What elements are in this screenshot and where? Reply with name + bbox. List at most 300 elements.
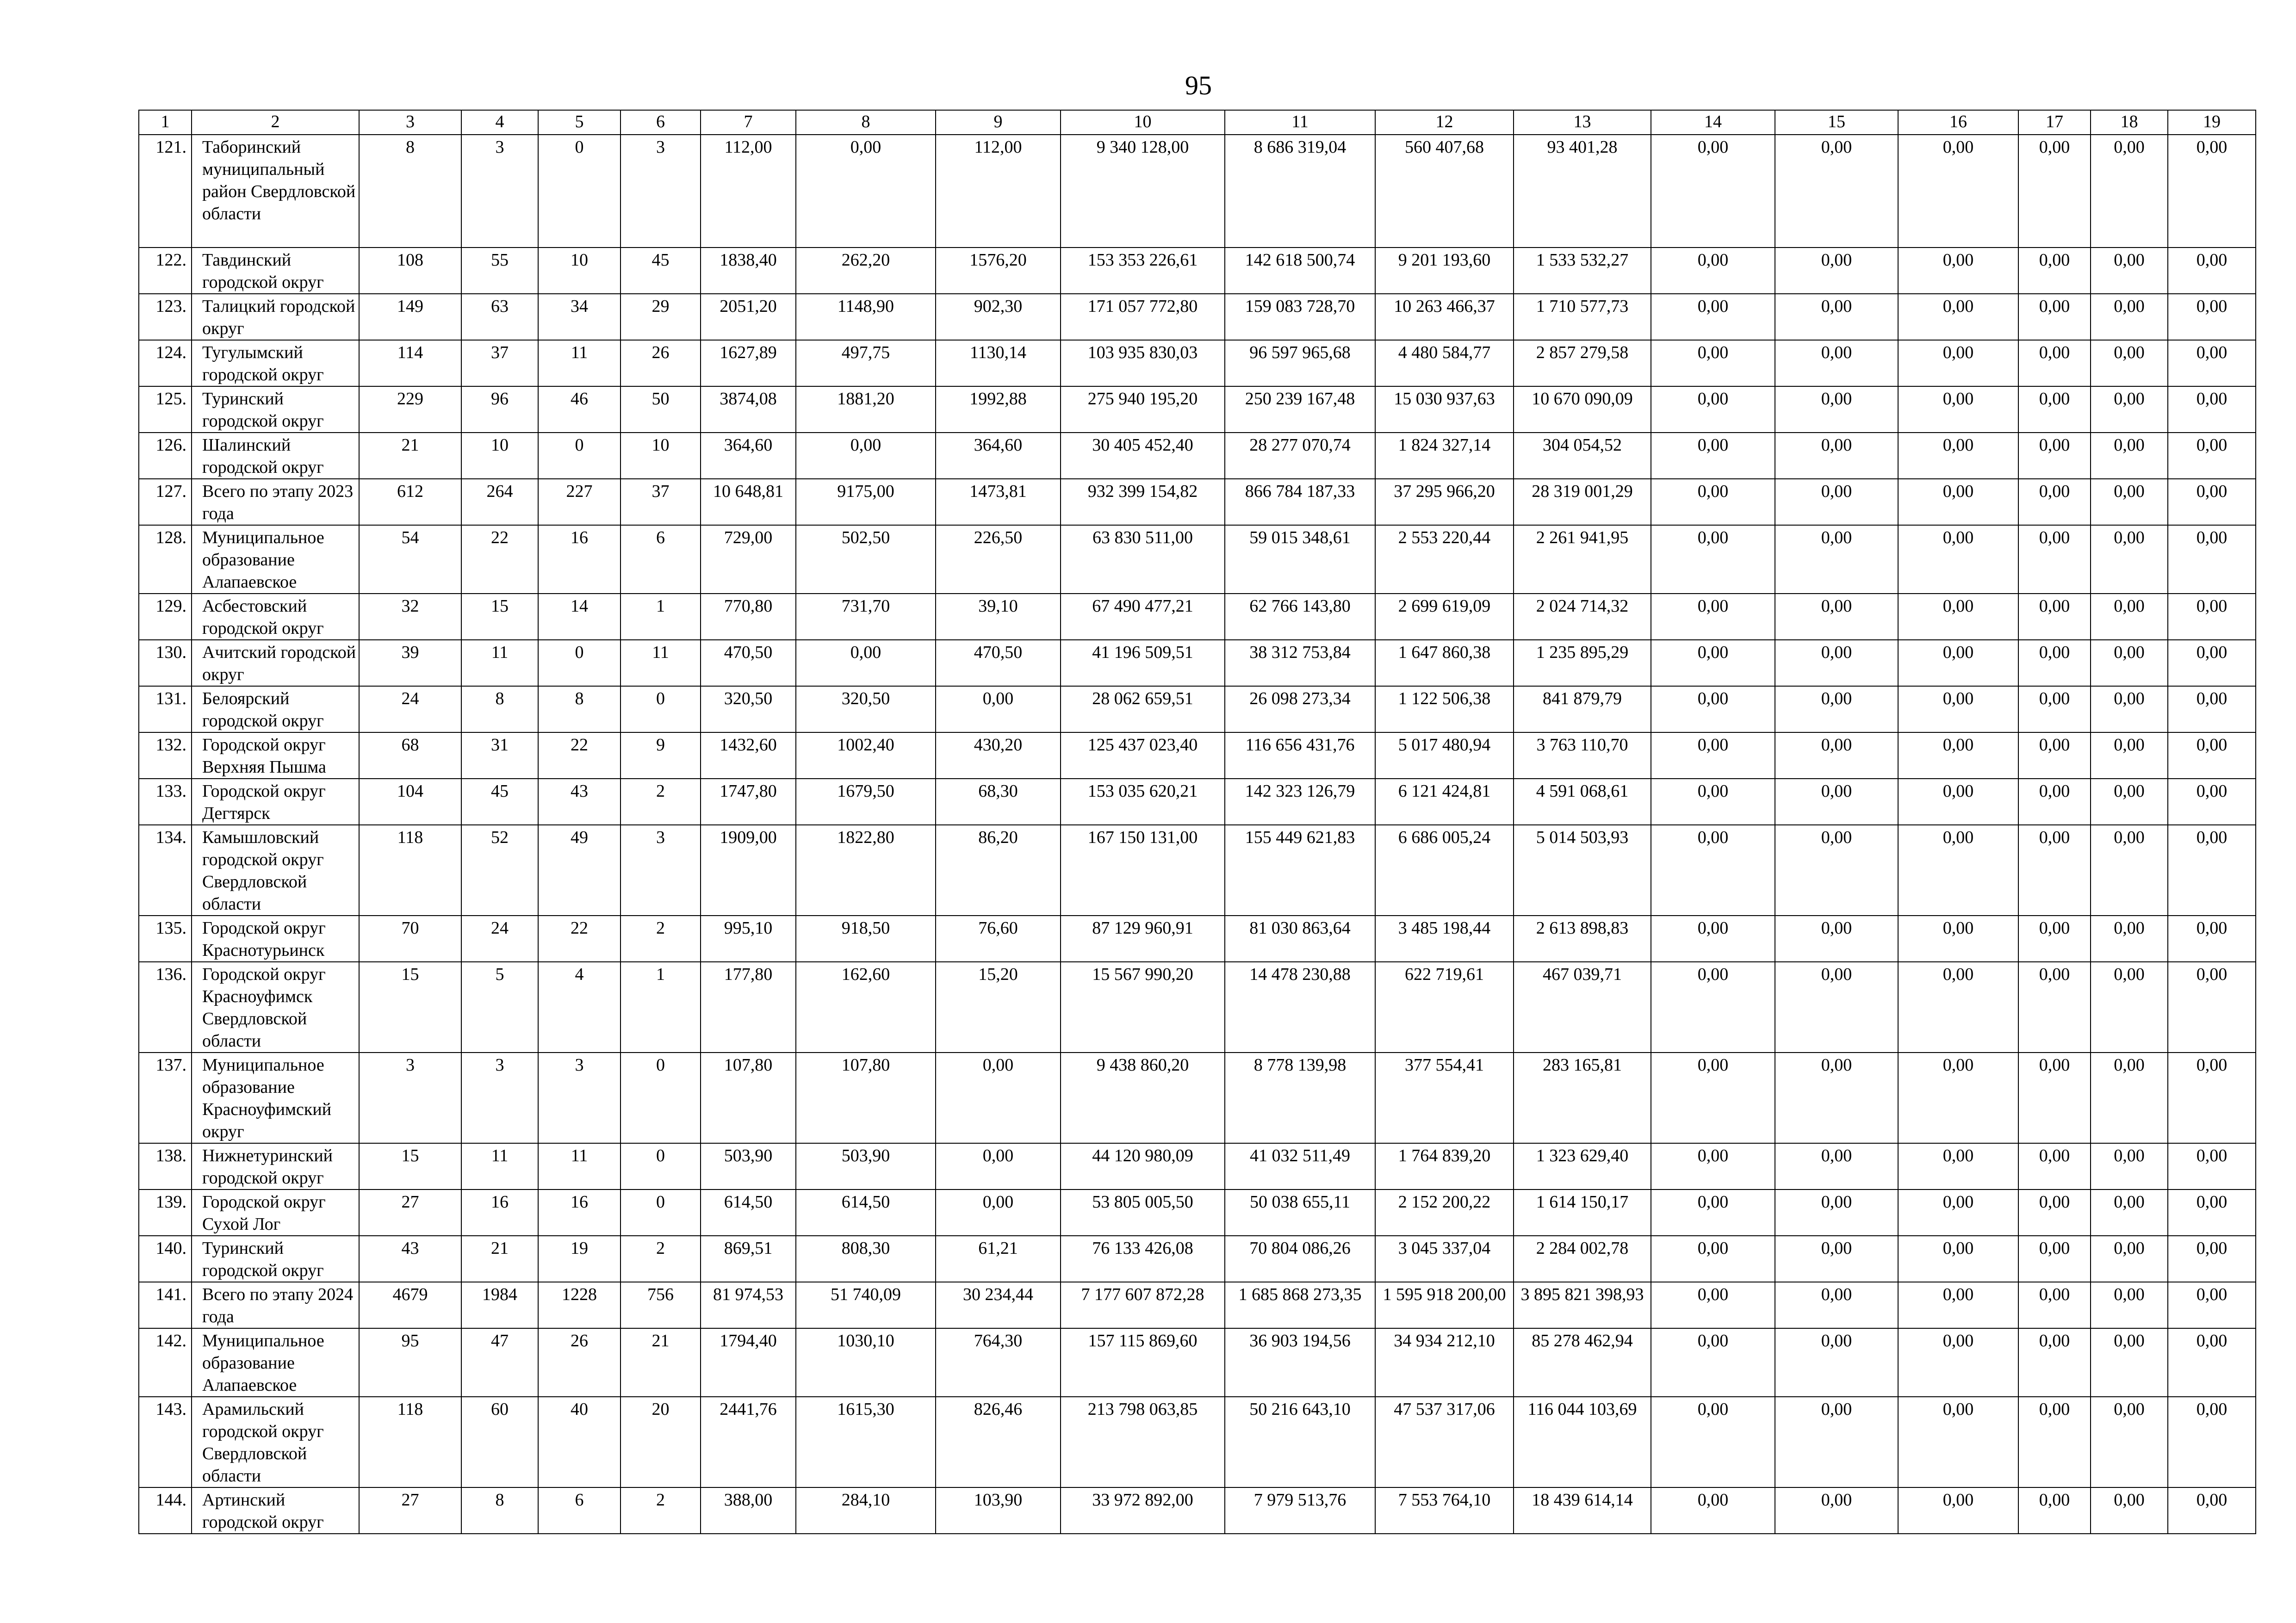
value-cell: 10 — [461, 433, 538, 479]
value-cell: 264 — [461, 479, 538, 525]
value-cell: 47 — [461, 1328, 538, 1397]
value-cell: 1881,20 — [796, 386, 936, 433]
value-cell: 157 115 869,60 — [1061, 1328, 1225, 1397]
value-cell: 250 239 167,48 — [1225, 386, 1375, 433]
row-number-cell: 130. — [139, 640, 192, 686]
value-cell: 52 — [461, 825, 538, 916]
value-cell: 0,00 — [1775, 1397, 1898, 1487]
value-cell: 0,00 — [1898, 525, 2018, 594]
value-cell: 0,00 — [1775, 732, 1898, 779]
value-cell: 0,00 — [2168, 686, 2256, 732]
value-cell: 6 — [538, 1487, 621, 1534]
value-cell: 0,00 — [1898, 1189, 2018, 1236]
row-number-cell: 132. — [139, 732, 192, 779]
value-cell: 125 437 023,40 — [1061, 732, 1225, 779]
value-cell: 0,00 — [2091, 1487, 2168, 1534]
column-header: 3 — [359, 110, 461, 135]
value-cell: 0,00 — [2168, 732, 2256, 779]
value-cell: 177,80 — [701, 962, 796, 1053]
value-cell: 470,50 — [936, 640, 1061, 686]
value-cell: 729,00 — [701, 525, 796, 594]
value-cell: 0 — [621, 1053, 701, 1143]
value-cell: 1 824 327,14 — [1375, 433, 1514, 479]
value-cell: 0,00 — [1898, 1397, 2018, 1487]
value-cell: 0,00 — [1775, 525, 1898, 594]
value-cell: 60 — [461, 1397, 538, 1487]
value-cell: 3 — [621, 825, 701, 916]
value-cell: 1909,00 — [701, 825, 796, 916]
value-cell: 37 295 966,20 — [1375, 479, 1514, 525]
value-cell: 1473,81 — [936, 479, 1061, 525]
value-cell: 26 098 273,34 — [1225, 686, 1375, 732]
value-cell: 9 340 128,00 — [1061, 135, 1225, 248]
value-cell: 67 490 477,21 — [1061, 594, 1225, 640]
municipality-name-cell: Арамильский городской округ Свердловской области — [192, 1397, 359, 1487]
value-cell: 95 — [359, 1328, 461, 1397]
value-cell: 0,00 — [1651, 732, 1775, 779]
value-cell: 0,00 — [2091, 525, 2168, 594]
value-cell: 28 062 659,51 — [1061, 686, 1225, 732]
row-number-cell: 121. — [139, 135, 192, 248]
value-cell: 0,00 — [2168, 640, 2256, 686]
value-cell: 21 — [461, 1236, 538, 1282]
value-cell: 81 030 863,64 — [1225, 916, 1375, 962]
value-cell: 0,00 — [1898, 248, 2018, 294]
value-cell: 0 — [538, 640, 621, 686]
value-cell: 0,00 — [2091, 1189, 2168, 1236]
value-cell: 430,20 — [936, 732, 1061, 779]
value-cell: 0,00 — [2018, 1328, 2091, 1397]
value-cell: 0,00 — [1898, 1236, 2018, 1282]
value-cell: 8 — [461, 1487, 538, 1534]
value-cell: 467 039,71 — [1514, 962, 1651, 1053]
value-cell: 39 — [359, 640, 461, 686]
value-cell: 1 764 839,20 — [1375, 1143, 1514, 1189]
value-cell: 32 — [359, 594, 461, 640]
value-cell: 30 405 452,40 — [1061, 433, 1225, 479]
municipality-name-cell: Белоярский городской округ — [192, 686, 359, 732]
value-cell: 0,00 — [2091, 1143, 2168, 1189]
value-cell: 0,00 — [1651, 525, 1775, 594]
value-cell: 0,00 — [2091, 433, 2168, 479]
table-row — [139, 340, 2256, 386]
value-cell: 53 805 005,50 — [1061, 1189, 1225, 1236]
value-cell: 4 480 584,77 — [1375, 340, 1514, 386]
value-cell: 142 323 126,79 — [1225, 779, 1375, 825]
value-cell: 44 120 980,09 — [1061, 1143, 1225, 1189]
value-cell: 0,00 — [1775, 1143, 1898, 1189]
value-cell: 11 — [538, 340, 621, 386]
value-cell: 0,00 — [1651, 248, 1775, 294]
value-cell: 0,00 — [1775, 386, 1898, 433]
value-cell: 0,00 — [1775, 1053, 1898, 1143]
table-row — [139, 916, 2256, 962]
value-cell: 51 740,09 — [796, 1282, 936, 1328]
value-cell: 0,00 — [936, 1143, 1061, 1189]
value-cell: 1 685 868 273,35 — [1225, 1282, 1375, 1328]
value-cell: 68 — [359, 732, 461, 779]
value-cell: 3 — [538, 1053, 621, 1143]
value-cell: 0,00 — [1651, 1282, 1775, 1328]
value-cell: 0,00 — [1898, 594, 2018, 640]
column-header: 19 — [2168, 110, 2256, 135]
value-cell: 0 — [621, 686, 701, 732]
row-number-cell: 124. — [139, 340, 192, 386]
column-header: 13 — [1514, 110, 1651, 135]
value-cell: 61,21 — [936, 1236, 1061, 1282]
value-cell: 0,00 — [2018, 479, 2091, 525]
value-cell: 0,00 — [2168, 779, 2256, 825]
column-header: 9 — [936, 110, 1061, 135]
row-number-cell: 134. — [139, 825, 192, 916]
municipality-name-cell: Камышловский городской округ Свердловской области — [192, 825, 359, 916]
value-cell: 70 804 086,26 — [1225, 1236, 1375, 1282]
row-number-cell: 143. — [139, 1397, 192, 1487]
value-cell: 47 537 317,06 — [1375, 1397, 1514, 1487]
value-cell: 11 — [461, 640, 538, 686]
value-cell: 76 133 426,08 — [1061, 1236, 1225, 1282]
value-cell: 2 152 200,22 — [1375, 1189, 1514, 1236]
value-cell: 85 278 462,94 — [1514, 1328, 1651, 1397]
value-cell: 0,00 — [1775, 1282, 1898, 1328]
value-cell: 0,00 — [2018, 340, 2091, 386]
value-cell: 284,10 — [796, 1487, 936, 1534]
value-cell: 37 — [621, 479, 701, 525]
value-cell: 0,00 — [1898, 686, 2018, 732]
value-cell: 43 — [538, 779, 621, 825]
value-cell: 34 — [538, 294, 621, 340]
value-cell: 24 — [359, 686, 461, 732]
value-cell: 377 554,41 — [1375, 1053, 1514, 1143]
value-cell: 0,00 — [2018, 686, 2091, 732]
value-cell: 112,00 — [701, 135, 796, 248]
value-cell: 320,50 — [701, 686, 796, 732]
value-cell: 0,00 — [936, 1189, 1061, 1236]
value-cell: 0,00 — [1898, 135, 2018, 248]
value-cell: 68,30 — [936, 779, 1061, 825]
value-cell: 0,00 — [1775, 479, 1898, 525]
municipality-name-cell: Городской округ Дегтярск — [192, 779, 359, 825]
value-cell: 0,00 — [2091, 135, 2168, 248]
row-number-cell: 127. — [139, 479, 192, 525]
value-cell: 3 — [461, 135, 538, 248]
page-number: 95 — [1185, 70, 1212, 100]
value-cell: 0,00 — [1775, 640, 1898, 686]
value-cell: 10 263 466,37 — [1375, 294, 1514, 340]
table-row — [139, 962, 2256, 1053]
municipality-name-cell: Городской округ Верхняя Пышма — [192, 732, 359, 779]
value-cell: 0,00 — [1775, 433, 1898, 479]
value-cell: 22 — [538, 732, 621, 779]
value-cell: 388,00 — [701, 1487, 796, 1534]
value-cell: 3 — [359, 1053, 461, 1143]
value-cell: 155 449 621,83 — [1225, 825, 1375, 916]
value-cell: 2 024 714,32 — [1514, 594, 1651, 640]
value-cell: 0,00 — [1775, 1236, 1898, 1282]
header-row — [139, 110, 2256, 135]
value-cell: 26 — [538, 1328, 621, 1397]
value-cell: 0,00 — [2018, 594, 2091, 640]
value-cell: 0,00 — [2091, 1328, 2168, 1397]
value-cell: 0,00 — [2091, 1397, 2168, 1487]
value-cell: 0,00 — [2018, 779, 2091, 825]
value-cell: 826,46 — [936, 1397, 1061, 1487]
value-cell: 5 — [461, 962, 538, 1053]
row-number-cell: 136. — [139, 962, 192, 1053]
value-cell: 9 201 193,60 — [1375, 248, 1514, 294]
value-cell: 10 648,81 — [701, 479, 796, 525]
row-number-cell: 123. — [139, 294, 192, 340]
value-cell: 0,00 — [1651, 433, 1775, 479]
value-cell: 3 763 110,70 — [1514, 732, 1651, 779]
table-row — [139, 1487, 2256, 1534]
value-cell: 15 — [461, 594, 538, 640]
table-row — [139, 732, 2256, 779]
value-cell: 103,90 — [936, 1487, 1061, 1534]
value-cell: 0,00 — [1651, 594, 1775, 640]
row-number-cell: 125. — [139, 386, 192, 433]
value-cell: 0,00 — [1898, 340, 2018, 386]
value-cell: 0,00 — [2091, 1282, 2168, 1328]
value-cell: 1228 — [538, 1282, 621, 1328]
row-number-cell: 135. — [139, 916, 192, 962]
value-cell: 502,50 — [796, 525, 936, 594]
value-cell: 0,00 — [2168, 1282, 2256, 1328]
value-cell: 46 — [538, 386, 621, 433]
value-cell: 0,00 — [2018, 732, 2091, 779]
municipality-name-cell: Нижнетуринский городской округ — [192, 1143, 359, 1189]
value-cell: 81 974,53 — [701, 1282, 796, 1328]
value-cell: 96 — [461, 386, 538, 433]
value-cell: 0,00 — [2091, 294, 2168, 340]
table-row — [139, 1328, 2256, 1397]
municipality-name-cell: Тугулымский городской округ — [192, 340, 359, 386]
value-cell: 162,60 — [796, 962, 936, 1053]
column-header: 14 — [1651, 110, 1775, 135]
value-cell: 86,20 — [936, 825, 1061, 916]
column-header: 7 — [701, 110, 796, 135]
value-cell: 0 — [538, 135, 621, 248]
row-number-cell: 139. — [139, 1189, 192, 1236]
value-cell: 15 — [359, 1143, 461, 1189]
value-cell: 8 — [461, 686, 538, 732]
value-cell: 6 686 005,24 — [1375, 825, 1514, 916]
municipality-name-cell: Тавдинский городской округ — [192, 248, 359, 294]
value-cell: 283 165,81 — [1514, 1053, 1651, 1143]
table-row — [139, 1143, 2256, 1189]
value-cell: 0,00 — [1651, 962, 1775, 1053]
value-cell: 118 — [359, 1397, 461, 1487]
value-cell: 0,00 — [1898, 294, 2018, 340]
value-cell: 63 — [461, 294, 538, 340]
row-number-cell: 129. — [139, 594, 192, 640]
value-cell: 2 857 279,58 — [1514, 340, 1651, 386]
value-cell: 33 972 892,00 — [1061, 1487, 1225, 1534]
value-cell: 0,00 — [2091, 340, 2168, 386]
row-number-cell: 144. — [139, 1487, 192, 1534]
value-cell: 0,00 — [1898, 1282, 2018, 1328]
value-cell: 0,00 — [1651, 1143, 1775, 1189]
value-cell: 0,00 — [2018, 1282, 2091, 1328]
value-cell: 41 196 509,51 — [1061, 640, 1225, 686]
value-cell: 0,00 — [2091, 825, 2168, 916]
value-cell: 0,00 — [1651, 479, 1775, 525]
value-cell: 4 591 068,61 — [1514, 779, 1651, 825]
value-cell: 918,50 — [796, 916, 936, 962]
municipality-name-cell: Муниципальное образование Алапаевское — [192, 1328, 359, 1397]
value-cell: 0,00 — [1775, 1328, 1898, 1397]
value-cell: 0,00 — [2018, 962, 2091, 1053]
value-cell: 2051,20 — [701, 294, 796, 340]
municipality-name-cell: Городской округ Красноуфимск Свердловской области — [192, 962, 359, 1053]
value-cell: 59 015 348,61 — [1225, 525, 1375, 594]
value-cell: 153 035 620,21 — [1061, 779, 1225, 825]
value-cell: 1130,14 — [936, 340, 1061, 386]
row-number-cell: 142. — [139, 1328, 192, 1397]
row-number-cell: 141. — [139, 1282, 192, 1328]
value-cell: 87 129 960,91 — [1061, 916, 1225, 962]
value-cell: 40 — [538, 1397, 621, 1487]
value-cell: 0,00 — [2168, 1143, 2256, 1189]
value-cell: 0,00 — [1898, 479, 2018, 525]
value-cell: 497,75 — [796, 340, 936, 386]
value-cell: 107,80 — [701, 1053, 796, 1143]
value-cell: 1 710 577,73 — [1514, 294, 1651, 340]
value-cell: 0,00 — [2018, 386, 2091, 433]
column-header: 17 — [2018, 110, 2091, 135]
value-cell: 364,60 — [936, 433, 1061, 479]
value-cell: 470,50 — [701, 640, 796, 686]
value-cell: 0,00 — [2168, 1397, 2256, 1487]
value-cell: 38 312 753,84 — [1225, 640, 1375, 686]
value-cell: 0,00 — [796, 640, 936, 686]
value-cell: 5 017 480,94 — [1375, 732, 1514, 779]
value-cell: 0,00 — [796, 433, 936, 479]
value-cell: 11 — [461, 1143, 538, 1189]
table-row — [139, 479, 2256, 525]
table-row — [139, 779, 2256, 825]
value-cell: 2441,76 — [701, 1397, 796, 1487]
value-cell: 0,00 — [2091, 686, 2168, 732]
value-cell: 0,00 — [2018, 916, 2091, 962]
value-cell: 0,00 — [2168, 433, 2256, 479]
row-number-cell: 133. — [139, 779, 192, 825]
value-cell: 808,30 — [796, 1236, 936, 1282]
value-cell: 0,00 — [1898, 1053, 2018, 1143]
value-cell: 2 284 002,78 — [1514, 1236, 1651, 1282]
value-cell: 0,00 — [1651, 1189, 1775, 1236]
value-cell: 8 — [359, 135, 461, 248]
value-cell: 0,00 — [1898, 1487, 2018, 1534]
municipality-name-cell: Артинский городской округ — [192, 1487, 359, 1534]
table-row — [139, 1053, 2256, 1143]
value-cell: 4 — [538, 962, 621, 1053]
value-cell: 0,00 — [2091, 479, 2168, 525]
value-cell: 0,00 — [1651, 135, 1775, 248]
value-cell: 2 — [621, 779, 701, 825]
value-cell: 1002,40 — [796, 732, 936, 779]
value-cell: 15 — [359, 962, 461, 1053]
value-cell: 4679 — [359, 1282, 461, 1328]
value-cell: 0,00 — [2091, 594, 2168, 640]
value-cell: 1148,90 — [796, 294, 936, 340]
value-cell: 0,00 — [2018, 525, 2091, 594]
table-row — [139, 386, 2256, 433]
municipality-name-cell: Туринский городской округ — [192, 1236, 359, 1282]
value-cell: 0,00 — [1651, 916, 1775, 962]
value-cell: 0,00 — [2018, 1397, 2091, 1487]
value-cell: 7 979 513,76 — [1225, 1487, 1375, 1534]
value-cell: 1 614 150,17 — [1514, 1189, 1651, 1236]
value-cell: 1 323 629,40 — [1514, 1143, 1651, 1189]
value-cell: 0,00 — [2168, 248, 2256, 294]
value-cell: 0,00 — [2168, 1053, 2256, 1143]
value-cell: 0,00 — [1775, 294, 1898, 340]
value-cell: 3 045 337,04 — [1375, 1236, 1514, 1282]
table-row — [139, 294, 2256, 340]
value-cell: 10 — [538, 248, 621, 294]
value-cell: 114 — [359, 340, 461, 386]
value-cell: 0,00 — [1651, 340, 1775, 386]
value-cell: 1822,80 — [796, 825, 936, 916]
value-cell: 171 057 772,80 — [1061, 294, 1225, 340]
value-cell: 29 — [621, 294, 701, 340]
value-cell: 2 — [621, 1236, 701, 1282]
column-header: 6 — [621, 110, 701, 135]
value-cell: 21 — [359, 433, 461, 479]
value-cell: 0,00 — [2091, 248, 2168, 294]
value-cell: 8 778 139,98 — [1225, 1053, 1375, 1143]
value-cell: 0,00 — [1775, 594, 1898, 640]
value-cell: 0,00 — [1898, 386, 2018, 433]
value-cell: 27 — [359, 1189, 461, 1236]
value-cell: 27 — [359, 1487, 461, 1534]
value-cell: 622 719,61 — [1375, 962, 1514, 1053]
value-cell: 0,00 — [1898, 916, 2018, 962]
value-cell: 275 940 195,20 — [1061, 386, 1225, 433]
value-cell: 15 567 990,20 — [1061, 962, 1225, 1053]
value-cell: 0,00 — [1651, 1236, 1775, 1282]
table-row — [139, 825, 2256, 916]
value-cell: 41 032 511,49 — [1225, 1143, 1375, 1189]
value-cell: 0,00 — [1651, 686, 1775, 732]
municipality-name-cell: Всего по этапу 2023 года — [192, 479, 359, 525]
value-cell: 1 — [621, 594, 701, 640]
value-cell: 107,80 — [796, 1053, 936, 1143]
value-cell: 1794,40 — [701, 1328, 796, 1397]
value-cell: 0,00 — [2168, 294, 2256, 340]
value-cell: 1 533 532,27 — [1514, 248, 1651, 294]
column-header: 4 — [461, 110, 538, 135]
value-cell: 112,00 — [936, 135, 1061, 248]
value-cell: 14 478 230,88 — [1225, 962, 1375, 1053]
value-cell: 8 686 319,04 — [1225, 135, 1375, 248]
row-number-cell: 138. — [139, 1143, 192, 1189]
value-cell: 0,00 — [2018, 1143, 2091, 1189]
value-cell: 0,00 — [1898, 640, 2018, 686]
value-cell: 0,00 — [1898, 779, 2018, 825]
value-cell: 0,00 — [2168, 479, 2256, 525]
value-cell: 22 — [538, 916, 621, 962]
value-cell: 0,00 — [2091, 1053, 2168, 1143]
value-cell: 0,00 — [1651, 294, 1775, 340]
value-cell: 50 216 643,10 — [1225, 1397, 1375, 1487]
value-cell: 167 150 131,00 — [1061, 825, 1225, 916]
value-cell: 1030,10 — [796, 1328, 936, 1397]
value-cell: 45 — [621, 248, 701, 294]
value-cell: 116 044 103,69 — [1514, 1397, 1651, 1487]
value-cell: 0,00 — [2168, 962, 2256, 1053]
